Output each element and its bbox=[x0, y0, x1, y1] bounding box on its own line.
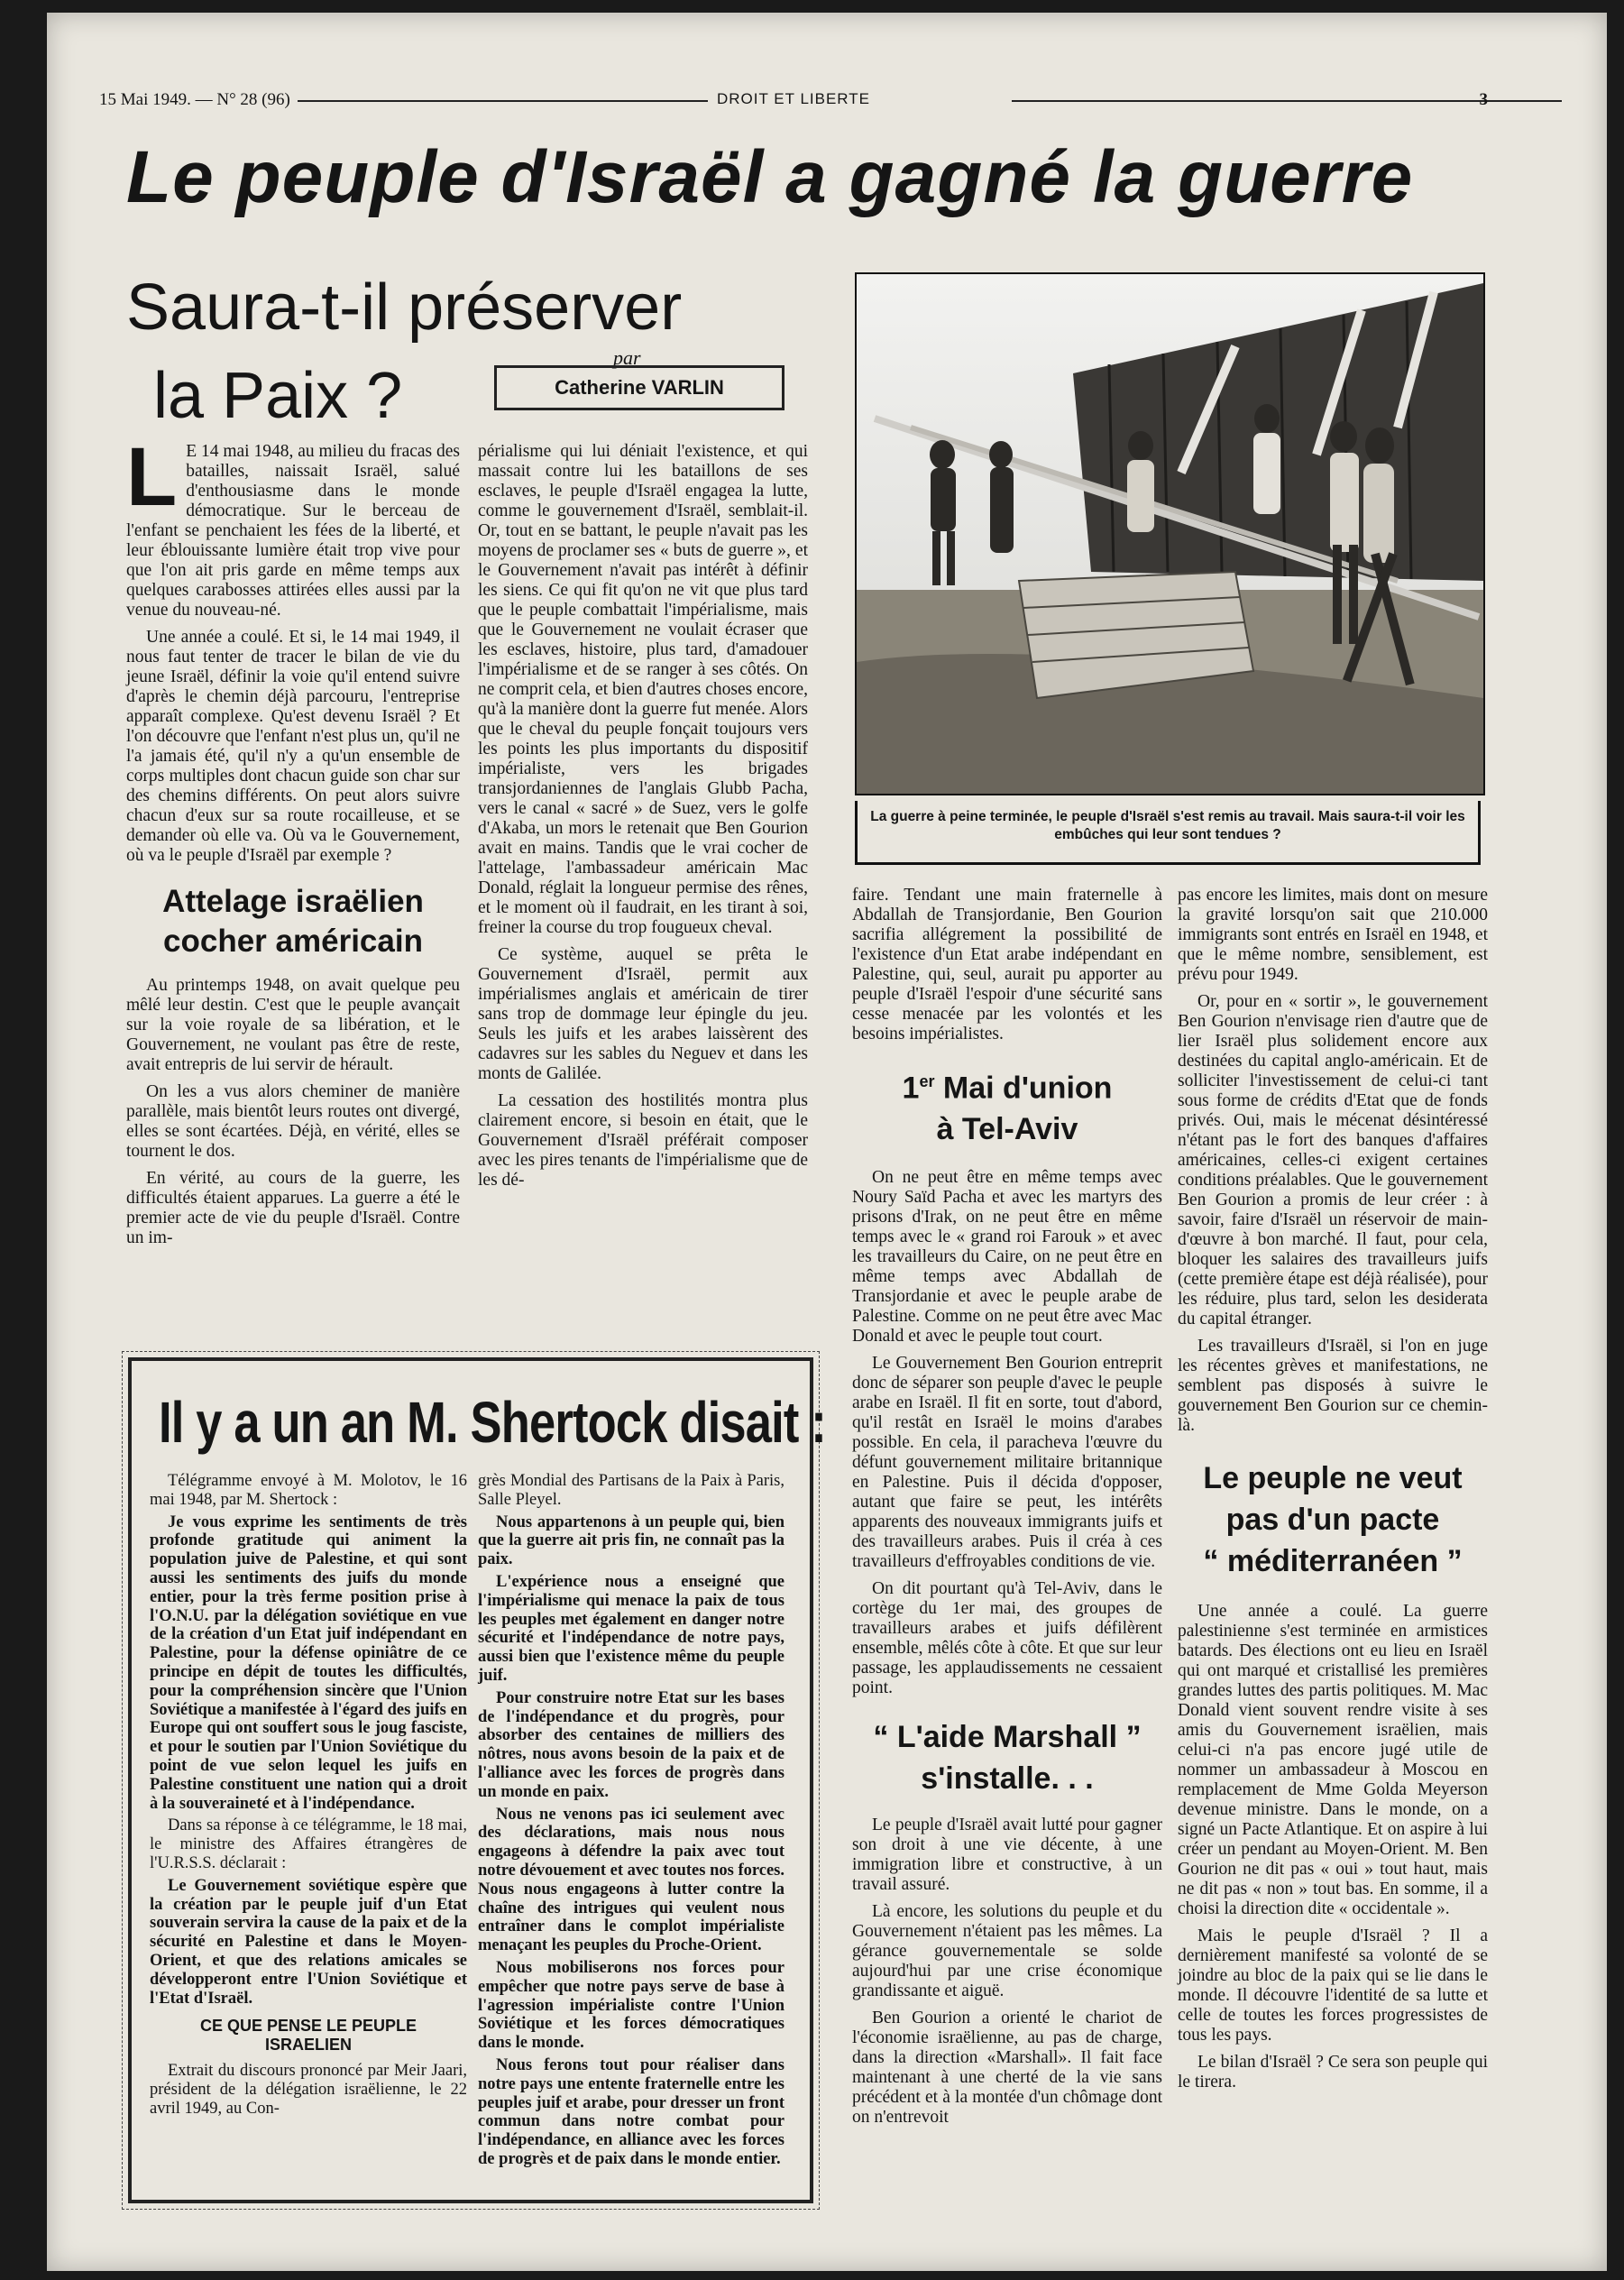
box-left-p1: Télégramme envoyé à M. Molotov, le 16 mai 1948, par M. Shertock : bbox=[150, 1472, 467, 1509]
photo-caption: La guerre à peine terminée, le peuple d'Israël s'est remis au travail. Mais saura-t-il voir les embûches qui leur sont tendues ? bbox=[855, 801, 1481, 865]
col1-p4: On les a vus alors cheminer de manière parallèle, mais bientôt leurs routes ont divergé, elles se sont écartées. Déjà, en vérité, elles se tournent le dos. bbox=[126, 1082, 460, 1161]
col3-p7: Ben Gourion a orienté le chariot de l'économie israëlienne, au pas de charge, dans la direction «Marshall». Il fait face maintenant à une cherté de la vie sans précédent et à la montée d'un chômage dont on n'entrevoit bbox=[852, 2009, 1162, 2128]
column-1 bbox=[126, 431, 460, 1255]
col1-p2: Une année a coulé. Et si, le 14 mai 1949, il nous faut tenter de tracer le bilan de vie du jeune Israël, définir la voie qu'il entend suivre d'après le chemin déjà parcouru, l'entreprise apparaît complexe. Qu'est devenu Israël ? Et l'on découvre que l'enfant n'est plus un, qu'il ne l'a jamais été, qu'il n'y a qu'un ensemble de corps multiples dont chacun guide son char sur des chemins différents. On peut alors suivre chacun d'eux sur sa route rocailleuse, et se demander où elle va. Où va le Gouvernement, où va le peuple d'Israël par exemple ? bbox=[126, 628, 460, 865]
subhead-line2: la Paix ? bbox=[153, 360, 403, 432]
col4-p6: Le bilan d'Israël ? Ce sera son peuple qui le tirera. bbox=[1178, 2053, 1488, 2092]
col4-p5: Mais le peuple d'Israël ? Il a dernièrement manifesté sa volonté de se joindre au bloc de la paix qui se lie dans le monde. Il découvre l'identité de sa lutte et celle de toutes les forces progressistes de tous les pays. bbox=[1178, 1926, 1488, 2045]
column-4 bbox=[1178, 886, 1488, 2100]
col2-p2: Ce système, auquel se prêta le Gouvernement d'Israël, permit aux impérialismes anglais et américain de tirer sans trop de dommage leur épingle du jeu. Seuls les juifs et les arabes laissèrent des cadavres sur les sables du Neguev et dans les monts de Galilée. bbox=[478, 945, 808, 1083]
paper-name: DROIT ET LIBERTE bbox=[99, 90, 1488, 108]
col3-p6: Là encore, les solutions du peuple et du Gouvernement n'étaient pas les mêmes. La gérance gouvernementale se solde aujourd'hui par une crise économique grandissante et aiguë. bbox=[852, 1902, 1162, 2001]
drop-cap: L bbox=[126, 431, 178, 523]
col3-p3: Le Gouvernement Ben Gourion entreprit donc de séparer son peuple d'avec le peuple arabe en Israël. Il fit en sorte, tout d'abord, qu'il restât en Israël le moins d'arabes possible. En cela, il paracheva l'œuvre du défunt gouvernement militaire britannique en Palestine. Puis il décida d'opposer, autant que faire se peut, les intérêts apparents des nouveaux immigrants juifs et des travailleurs arabes. Puis il créa à ces travailleurs d'effroyables conditions de vie. bbox=[852, 1354, 1162, 1572]
col4-p4: Une année a coulé. La guerre palestinienne s'est terminée en armistices batards. Des élections ont eu lieu en Israël qui ont marqué et cristallisé les premières grandes luttes des partis politiques. M. Mac Donald vient souvent rendre visite à ses amis du Gouvernement israëlien, mais celui-ci n'a pas encore jugé utile de nommer un ambassadeur à Moscou en remplacement de Mme Golda Meyerson devenue ministre. Dans le monde, on a signé un Pacte Atlantique. Et on aspire à lui créer un pendant au Moyen-Orient. M. Ben Gourion ne dit pas « oui » tout haut, mais ne dit pas « non » tout bas. En somme, il a choisi la direction dite « occidentale ». bbox=[1178, 1602, 1488, 1918]
subhead bbox=[126, 263, 682, 440]
box-left-p2: Je vous exprime les sentiments de très profonde gratitude qui animent la population juive de Palestine, et qui sont aussi les sentiments des juifs du monde entier, pour la très ferme position prise à l'O.N.U. par la délégation soviétique en vue de la création d'un Etat juif indépendant en Palestine, pour la défense opiniâtre de ce principe en dépit de toutes les difficultés, pour la compréhension sincère que l'Union Soviétique a manifestée à l'égard des juifs en Europe qui ont souffert sous le joug fasciste, et pour le soutien par l'Union Soviétique du point de vue selon lequel les juifs en Palestine constituent une nation qui a droit à la souveraineté et à l'indépendance. bbox=[150, 1512, 467, 1813]
column-2 bbox=[478, 442, 808, 1198]
headline: Le peuple d'Israël a gagné la guerre bbox=[126, 136, 1414, 218]
box-right-p5: Nous ne venons pas ici seulement avec des déclarations, mais nous nous engageons à défendre la paix avec tout notre dévouement et avec toutes nos forces. Nous nous engageons à lutter contre la chaîne des intrigues qui veulent nous entraîner dans le complot impérialiste menaçant les peuples du Proche-Orient. bbox=[478, 1805, 784, 1955]
heading-premier-mai: 1er Mai d'union à Tel-Aviv bbox=[902, 1071, 1113, 1147]
box-right-p6: Nous mobiliserons nos forces pour empêcher que notre pays serve de base à l'agression impérialiste contre l'Union Soviétique et les forces démocratiques dans le monde. bbox=[478, 1958, 784, 2053]
column-3 bbox=[852, 886, 1162, 2135]
col3-p5: Le peuple d'Israël avait lutté pour gagner son droit à une vie décente, à une immigration libre et constructive, à un travail assuré. bbox=[852, 1816, 1162, 1895]
col3-p2: On ne peut être en même temps avec Noury Saïd Pacha et avec les martyrs des prisons d'Irak, on ne peut être en même temps avec le « grand roi Farouk » et avec les travailleurs du Caire, on ne peut être en même temps avec Abdallah de Transjordanie et avec le peuple arabe de Palestine. Comme on ne peut être avec Mac Donald et avec le peuple tout court. bbox=[852, 1168, 1162, 1347]
col4-p2: Or, pour en « sortir », le gouvernement Ben Gourion n'envisage rien d'autre que de lier Israël plus solidement encore aux destinées du capital anglo-américain. Et de solliciter l'investissement de celui-ci tant sous forme de crédits d'Etat que de fonds privés. Oui, mais le mécenat désintéressé n'étant pas le fort des banques d'affaires américaines, celles-ci exigent certaines conditions préalables. Que le gouvernement Ben Gourion a promis de leur créer : à savoir, faire d'Israël un réservoir de main-d'œuvre à bon marché. Il faut, pour cela, bloquer les salaires des travailleurs juifs (cette première étape est déjà réalisée), pour les réduire, plus tard, selon les desiderata du capital étranger. bbox=[1178, 992, 1488, 1328]
box-left-p3: Dans sa réponse à ce télégramme, le 18 mai, le ministre des Affaires étrangères de l'U.R.S.S. déclarait : bbox=[150, 1816, 467, 1872]
box-title: Il y a un an M. Shertock disait : bbox=[159, 1390, 826, 1455]
col3-p1: faire. Tendant une main fraternelle à Abdallah de Transjordanie, Ben Gourion sacrifia allégrement la possibilité de l'existence d'un Etat arabe indépendant en Palestine, qui, seul, aurait pu apporter au peuple d'Israël l'espoir d'une sécurité sans cesse menacée par les volontés et les besoins impérialistes. bbox=[852, 886, 1162, 1043]
col4-p3: Les travailleurs d'Israël, si l'on en juge les récentes grèves et manifestations, ne semblent pas disposés à suivre le gouvernement Ben Gourion sur ce chemin-là. bbox=[1178, 1337, 1488, 1435]
box-right-p2: Nous appartenons à un peuple qui, bien que la guerre ait pris fin, ne connaît pas la paix. bbox=[478, 1512, 784, 1569]
col2-p3: La cessation des hostilités montra plus clairement encore, si besoin en était, que le Gouvernement d'Israël préférait composer avec les pires tenants de l'impérialisme que de les dé- bbox=[478, 1091, 808, 1190]
box-subheading: CE QUE PENSE LE PEUPLE ISRAELIEN bbox=[199, 2017, 417, 2055]
box-right-p1: grès Mondial des Partisans de la Paix à Paris, Salle Pleyel. bbox=[478, 1472, 784, 1509]
box-column-right bbox=[478, 1472, 784, 2173]
col1-p3: Au printemps 1948, on avait quelque peu mêlé leur destin. C'est que le peuple avançait sur la voie royale de sa libération, et le Gouvernement, ne voulant pas être de reste, avait entrepris de lui servir de hérault. bbox=[126, 976, 460, 1074]
heading-pacte: Le peuple ne veut pas d'un pacte “ méditerranéen ” bbox=[1203, 1461, 1463, 1578]
box-right-p7: Nous ferons tout pour réaliser dans notre pays une entente fraternelle entre les peuples juif et arabe, pour dresser un front commun dans notre combat pour l'indépendance, en alliance avec les forces de progrès et de paix dans le monde entier. bbox=[478, 2055, 784, 2168]
issue-date: 15 Mai 1949. — N° 28 (96) bbox=[99, 90, 290, 109]
photo-illustration bbox=[857, 274, 1483, 794]
box-left-p5: Extrait du discours prononcé par Meir Jaari, président de la délégation israëlienne, le 22 avril 1949, au Con- bbox=[150, 2061, 467, 2118]
col1-p1: E 14 mai 1948, au milieu du fracas des batailles, naissait Israël, salué d'enthousiasme dans le monde démocratique. Sur le berceau de l'enfant se penchaient les fées de la liberté, et leur éblouissante lumière était trop vive pour que l'on ait pris garde en même temps aux quelques carabosses attirées elles aussi par la venue du nouveau-né. bbox=[126, 442, 460, 620]
box-right-p4: Pour construire notre Etat sur les bases de l'indépendance et du progrès, pour absorber des centaines de milliers des nôtres, nous avons besoin de la paix et de l'alliance avec les forces de progrès dans un monde en paix. bbox=[478, 1688, 784, 1801]
col4-p1: pas encore les limites, mais dont on mesure la gravité lorsqu'on sait que 210.000 immigrants sont entrés en Israël en 1948, et que le même nombre, sensiblement, est prévu pour 1949. bbox=[1178, 886, 1488, 984]
col1-p5: En vérité, au cours de la guerre, les difficultés étaient apparues. La guerre a été le premier acte de vie du peuple d'Israël. Contre un im- bbox=[126, 1169, 460, 1247]
page-header bbox=[99, 90, 1488, 117]
box-left-p4: Le Gouvernement soviétique espère que la création par le peuple juif d'un Etat souverain servira la cause de la paix et de la sécurité en Palestine et dans le Moyen-Orient, et que des relations amicales se développeront entre l'Union Soviétique et l'Etat d'Israël. bbox=[150, 1876, 467, 2008]
byline-par: par bbox=[613, 346, 641, 369]
page-number: 3 bbox=[1479, 90, 1488, 109]
heading-aide-marshall: “ L'aide Marshall ” s'installe. . . bbox=[873, 1720, 1142, 1797]
box-column-left bbox=[150, 1472, 467, 2121]
workers-photo bbox=[855, 272, 1485, 795]
subhead-line1: Saura-t-il préserver bbox=[126, 271, 683, 344]
box-right-p3: L'expérience nous a enseigné que l'impérialisme qui menace la paix de tous les peuples met également en danger notre sécurité et l'indépendance de notre pays, aussi bien que l'existence même du peuple juif. bbox=[478, 1572, 784, 1685]
col3-p4: On dit pourtant qu'à Tel-Aviv, dans le cortège du 1er mai, des groupes de travailleurs arabes et juifs défilèrent ensemble, mêlés côte à côte. Et que sur leur passage, les applaudissements ne cessaient point. bbox=[852, 1579, 1162, 1698]
heading-attelage: Attelage israëlien cocher américain bbox=[162, 884, 424, 959]
byline-author: Catherine VARLIN bbox=[494, 365, 784, 410]
col2-p1: périalisme qui lui déniait l'existence, et qui massait contre lui les bataillons de ses esclaves, le peuple d'Israël engagea la lutte, comme le gouvernement d'Israël, semblait-il. Or, tout en se battant, le peuple n'avait pas les moyens de proclamer ses « buts de guerre », et le Gouvernement n'avait pas intérêt à définir les siens. Ce qui fit qu'on ne vit que plus tard que le peuple combattait l'impérialisme, mais que le Gouvernement ne voulait écraser que les esclaves, histoire, plus tard, d'amadouer l'impérialisme et de se ranger à ses côtés. On ne comprit cela, et bien d'autres choses encore, qu'à la manière dont la guerre fut menée. Alors que le cheval du peuple fonçait toujours vers les points les plus importants du dispositif impérialiste, vers les brigades transjordaniennes de l'anglais Glubb Pacha, vers le canal « sacré » de Suez, vers le golfe d'Akaba, un mors le retenait que Ben Gourion avait en mains. Tandis que le vrai cocher de l'attelage, l'ambassadeur américain Mac Donald, réglait la longueur permise des rênes, et le moment où il faudrait, en les tirant à soi, freiner la course du trop fougueux cheval. bbox=[478, 442, 808, 937]
